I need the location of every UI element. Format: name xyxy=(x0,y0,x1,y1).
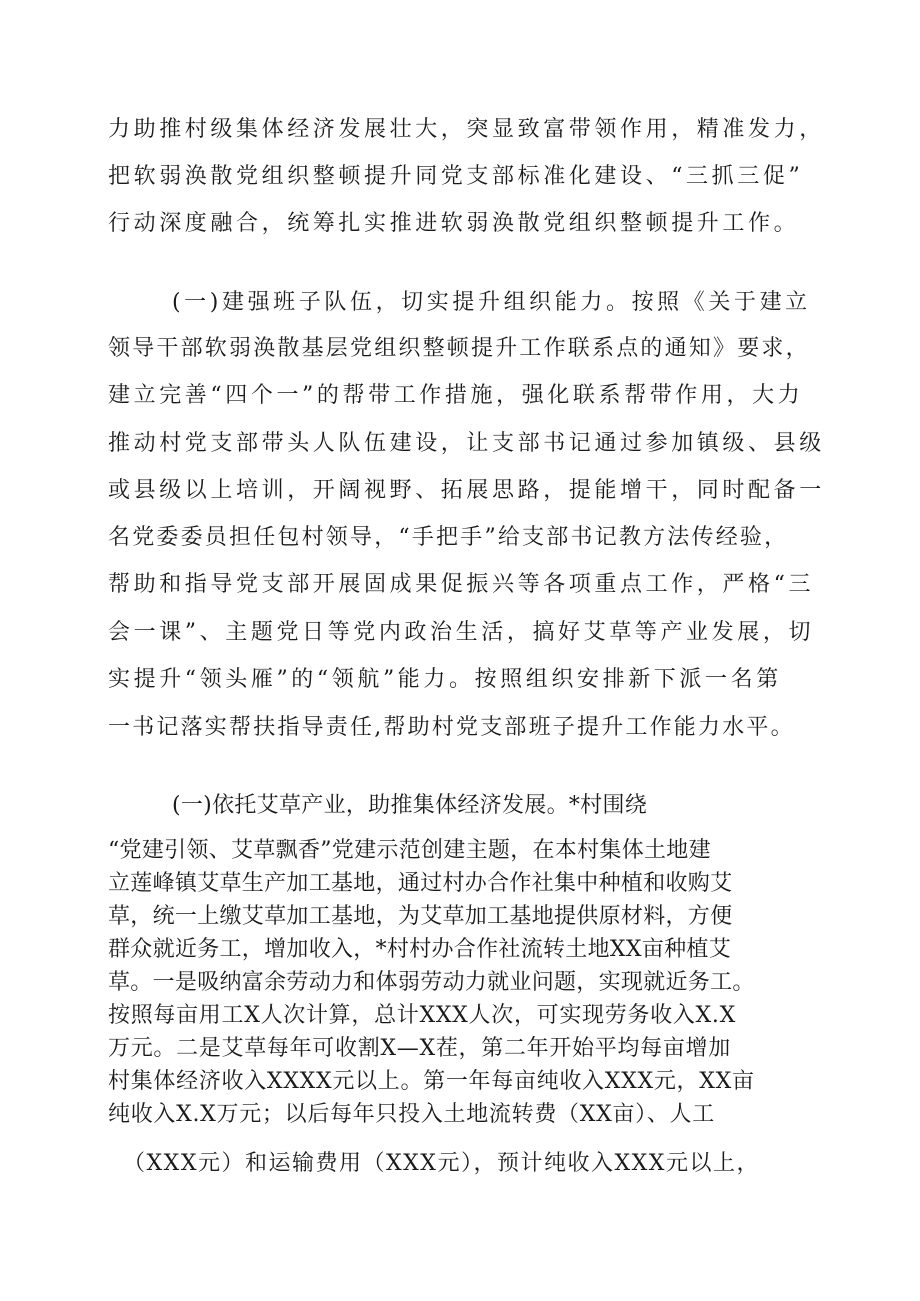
closing-line: （XXX元）和运输费用（XXX元），预计纯收入XXX元以上， xyxy=(123,1151,760,1176)
intro-line: 把软弱涣散党组织整顿提升同党支部标准化建设、“三抓三促” xyxy=(108,164,804,189)
section-line: 实提升“领头雁”的“领航”能力。按照组织安排新下派一名第 xyxy=(108,667,782,692)
section-line: 领导干部软弱涣散基层党组织整顿提升工作联系点的通知》要求， xyxy=(108,336,810,361)
section-heading: (一)依托艾草产业，助推集体经济发展。*村围绕 xyxy=(172,793,648,818)
section-line: 群众就近务工，增加收入，*村村办合作社流转土地XX亩种植艾 xyxy=(108,937,732,962)
section-line: 帮助和指导党支部开展固成果促振兴等各项重点工作，严格“三 xyxy=(108,572,815,597)
section-line: 会一课”、主题党日等党内政治生活，搞好艾草等产业发展，切 xyxy=(108,620,815,645)
section-line: 草。一是吸纳富余劳动力和体弱劳动力就业问题，实现就近务工。 xyxy=(108,970,755,995)
section-line: 建立完善“四个一”的帮带工作措施，强化联系帮带作用，大力 xyxy=(108,383,804,408)
section-line: 名党委委员担任包村领导，“手把手”给支部书记教方法传经验， xyxy=(108,525,789,550)
section-line: 按照每亩用工X人次计算，总计XXX人次，可实现劳务收入X.X xyxy=(108,1003,736,1028)
section-heading: (一)建强班子队伍，切实提升组织能力。按照《关于建立 xyxy=(172,290,811,315)
intro-line: 力助推村级集体经济发展壮大，突显致富带领作用，精准发力， xyxy=(108,117,825,142)
section-line: 草，统一上缴艾草加工基地，为艾草加工基地提供原材料，方便 xyxy=(108,904,733,929)
section-line: “党建引领、艾草飘香”党建示范创建主题，在本村集体土地建 xyxy=(108,838,711,863)
section-line: 纯收入X.X万元；以后每年只投入土地流转费（XX亩）、人工 xyxy=(108,1102,715,1127)
section-line: 万元。二是艾草每年可收割X—X茬，第二年开始平均每亩增加 xyxy=(108,1036,731,1061)
intro-line: 行动深度融合，统筹扎实推进软弱涣散党组织整顿提升工作。 xyxy=(108,211,800,236)
section-line: 立莲峰镇艾草生产加工基地，通过村办合作社集中种植和收购艾 xyxy=(108,871,733,896)
section-line: 或县级以上培训，开阔视野、拓展思路，提能增干，同时配备一 xyxy=(108,478,825,503)
section-line: 推动村党支部带头人队伍建设，让支部书记通过参加镇级、县级 xyxy=(108,431,825,456)
section-line: 村集体经济收入XXXX元以上。第一年每亩纯收入XXX元，XX亩 xyxy=(108,1069,755,1094)
section-line: 一书记落实帮扶指导责任,帮助村党支部班子提升工作能力水平。 xyxy=(108,715,795,740)
